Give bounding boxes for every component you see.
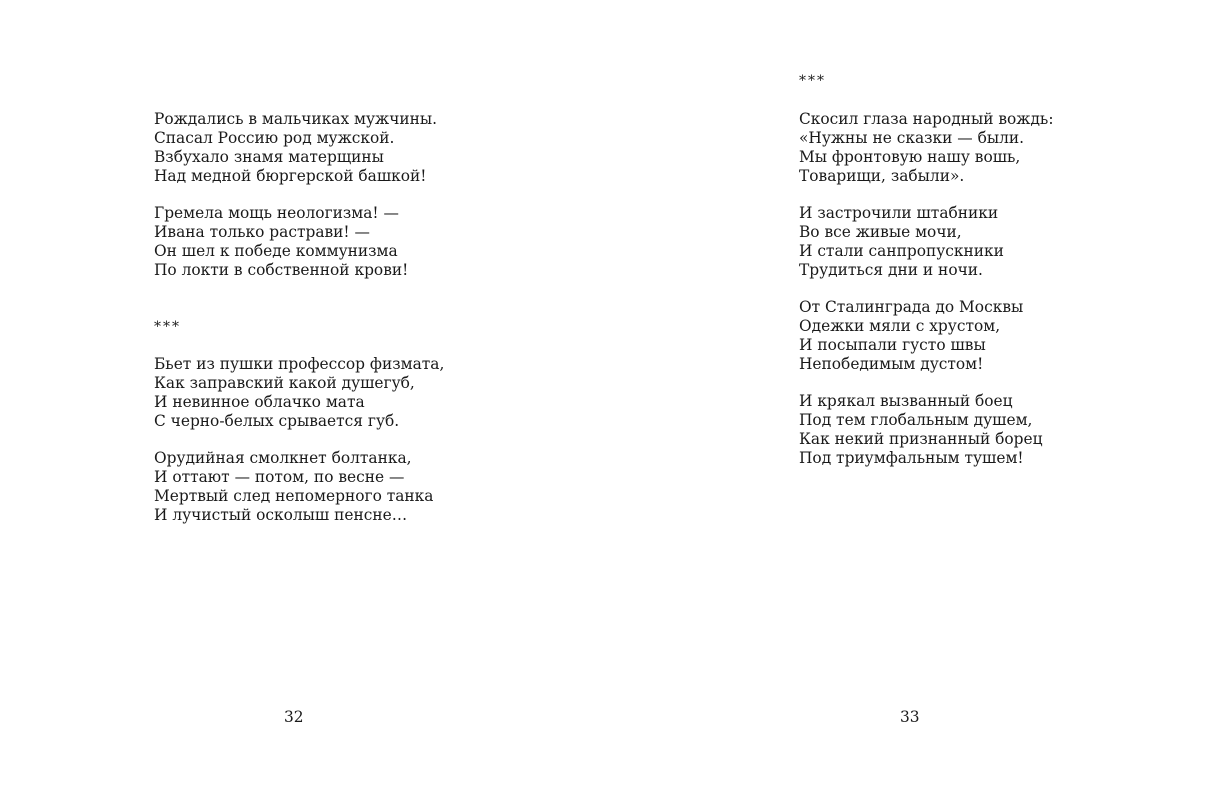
verse-line: Как некий признанный борец bbox=[799, 430, 1043, 448]
verse-line: Взбухало знамя матерщины bbox=[154, 148, 384, 166]
page-number: 33 bbox=[900, 708, 920, 726]
verse-line: Мертвый след непомерного танка bbox=[154, 487, 434, 505]
verse-line: И посыпали густо швы bbox=[799, 336, 986, 354]
page-number: 32 bbox=[284, 708, 304, 726]
verse-line: Бьет из пушки профессор физмата, bbox=[154, 355, 445, 373]
verse-line: И застрочили штабники bbox=[799, 204, 999, 222]
verse-line: Ивана только растрави! — bbox=[154, 223, 370, 241]
poem-stanza-4 bbox=[799, 392, 1043, 468]
verse-line: Он шел к победе коммунизма bbox=[154, 242, 398, 260]
verse-line: Спасал Россию род мужской. bbox=[154, 129, 395, 147]
poem-stanza-2 bbox=[799, 204, 1004, 280]
section-separator: *** bbox=[154, 319, 181, 335]
poem-1-stanza-1 bbox=[154, 110, 437, 186]
verse-line: Трудиться дни и ночи. bbox=[799, 261, 983, 279]
verse-line: Одежки мяли с хрустом, bbox=[799, 317, 1001, 335]
verse-line: Под триумфальным тушем! bbox=[799, 449, 1024, 467]
verse-line: Как заправский какой душегуб, bbox=[154, 374, 415, 392]
poem-1-stanza-2 bbox=[154, 204, 408, 280]
verse-line: От Сталинграда до Москвы bbox=[799, 298, 1024, 316]
verse-line: Орудийная смолкнет болтанка, bbox=[154, 449, 412, 467]
verse-line: Непобедимым дустом! bbox=[799, 355, 984, 373]
verse-line: Рождались в мальчиках мужчины. bbox=[154, 110, 438, 128]
verse-line: Над медной бюргерской башкой! bbox=[154, 167, 427, 185]
verse-line: По локти в собственной крови! bbox=[154, 261, 409, 279]
verse-line: Гремела мощь неологизма! — bbox=[154, 204, 399, 222]
poem-stanza-1 bbox=[799, 110, 1054, 186]
section-separator: *** bbox=[799, 73, 826, 89]
verse-line: Под тем глобальным душем, bbox=[799, 411, 1033, 429]
verse-line: И оттают — потом, по весне — bbox=[154, 468, 405, 486]
verse-line: С черно-белых срывается губ. bbox=[154, 412, 400, 430]
verse-line: Товарищи, забыли». bbox=[799, 167, 965, 185]
verse-line: Скосил глаза народный вождь: bbox=[799, 110, 1054, 128]
verse-line: «Нужны не сказки — были. bbox=[799, 129, 1025, 147]
verse-line: И невинное облачко мата bbox=[154, 393, 365, 411]
right-page bbox=[606, 0, 1212, 800]
verse-line: И лучистый осколыш пенсне… bbox=[154, 506, 408, 524]
poem-2-stanza-1 bbox=[154, 355, 444, 431]
poem-stanza-3 bbox=[799, 298, 1023, 374]
verse-line: Во все живые мочи, bbox=[799, 223, 962, 241]
poem-2-stanza-2 bbox=[154, 449, 433, 525]
verse-line: И крякал вызванный боец bbox=[799, 392, 1013, 410]
verse-line: Мы фронтовую нашу вошь, bbox=[799, 148, 1021, 166]
verse-line: И стали санпропускники bbox=[799, 242, 1004, 260]
